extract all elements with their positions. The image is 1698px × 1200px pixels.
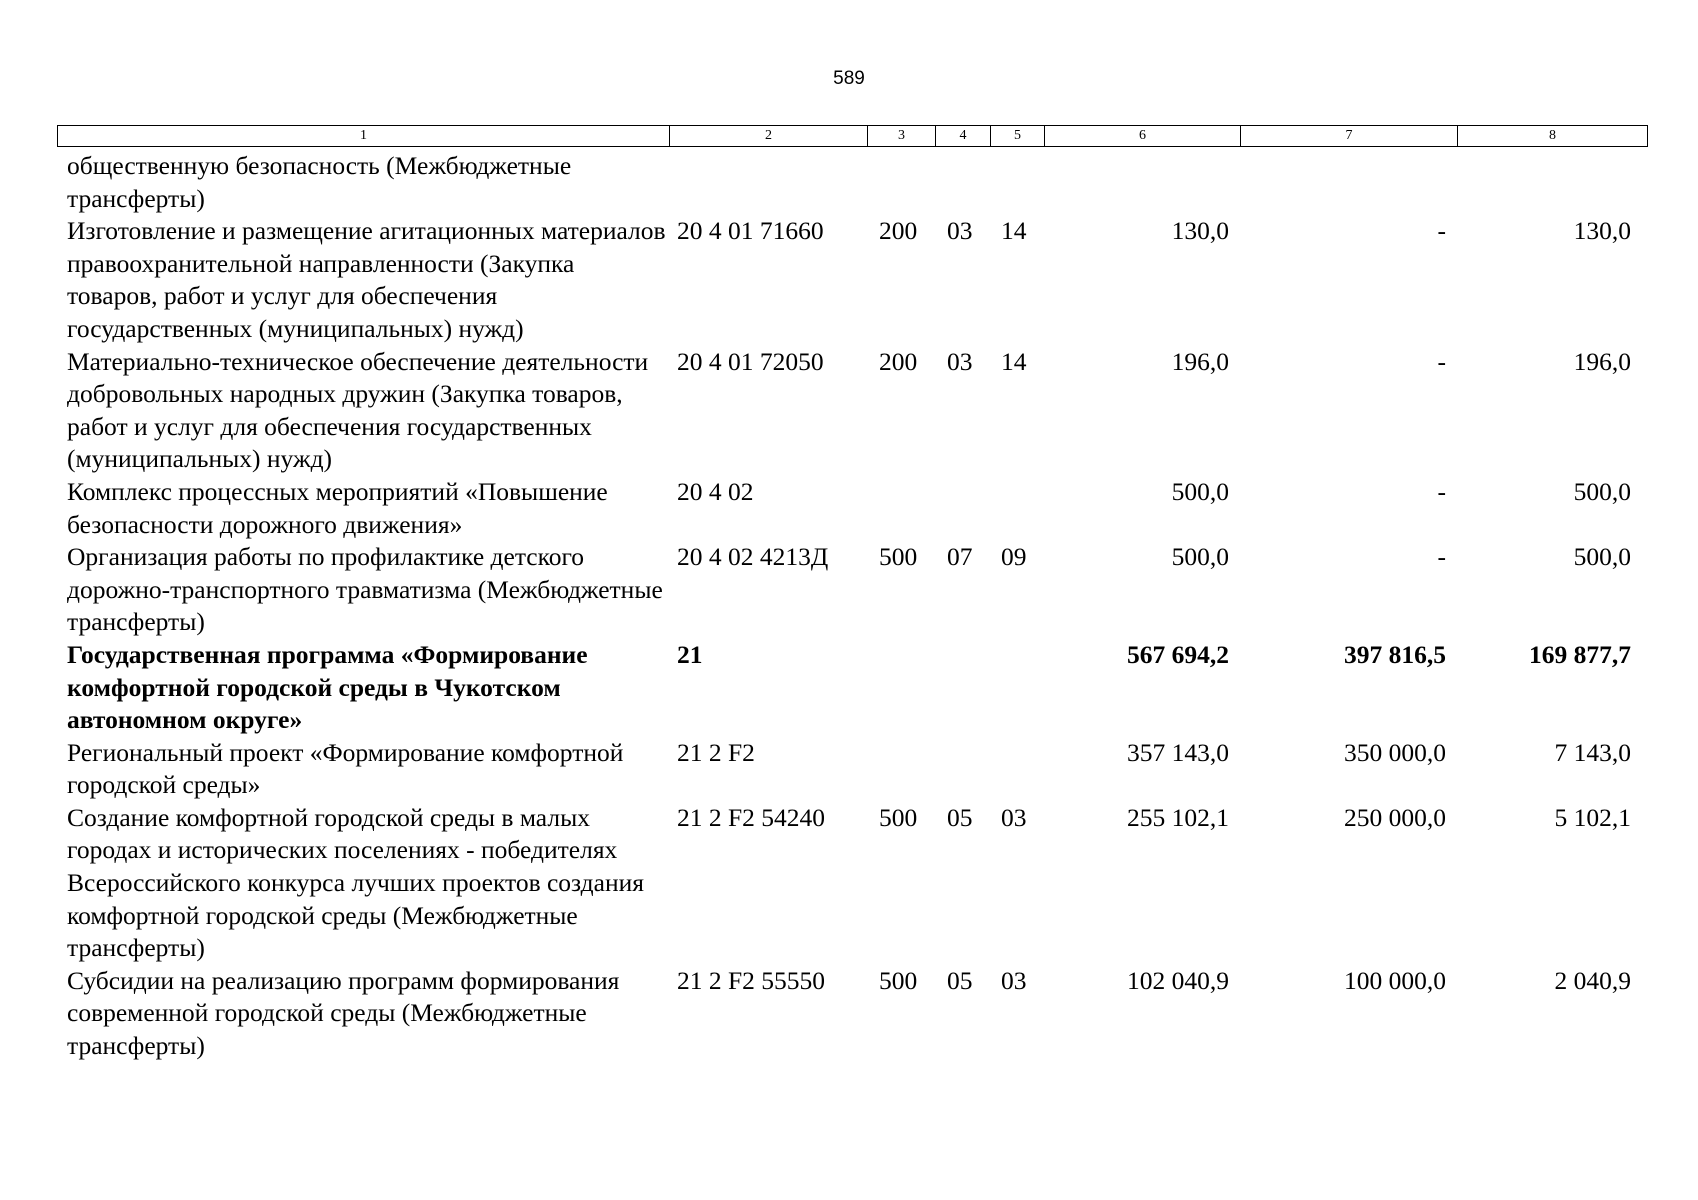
row-col-4 <box>935 639 990 737</box>
row-value-7: - <box>1437 216 1446 246</box>
row-value-6: 196,0 <box>1171 346 1229 376</box>
row-name: Материально-техническое обеспечение деятельности добровольных народных дружин (Закупка товаров, работ и услуг для обеспечения государственных (муниципальных) нужд) <box>67 346 649 474</box>
row-code: 20 4 01 72050 <box>677 346 824 376</box>
table-row-program-total <box>57 639 1647 737</box>
table-row <box>57 476 1647 541</box>
row-col-5 <box>990 639 1044 737</box>
row-col-4 <box>935 150 990 215</box>
row-value-8: 500,0 <box>1573 542 1631 572</box>
row-code: 21 <box>677 639 703 669</box>
table-row <box>57 346 1647 476</box>
header-col-4: 4 <box>936 126 991 147</box>
table-row <box>57 802 1647 965</box>
row-value-7: 397 816,5 <box>1344 639 1446 669</box>
row-col-4: 03 <box>947 346 973 376</box>
row-value-8: 500,0 <box>1573 476 1631 506</box>
column-number-header <box>57 125 1648 147</box>
row-name: Изготовление и размещение агитационных материалов правоохранительной направленности (Закупка товаров, работ и услуг для обеспечения государственных (муниципальных) нужд) <box>67 216 666 343</box>
header-col-2: 2 <box>670 126 868 147</box>
page-number: 589 <box>833 68 865 89</box>
table-row <box>57 541 1647 639</box>
row-col-5 <box>990 737 1044 802</box>
row-col-3 <box>867 737 935 802</box>
header-col-7: 7 <box>1241 126 1458 147</box>
budget-table-body <box>57 150 1647 1063</box>
row-value-7: - <box>1437 542 1446 572</box>
row-value-7 <box>1240 150 1457 215</box>
row-code: 20 4 02 4213Д <box>677 542 829 572</box>
row-value-6: 357 143,0 <box>1127 737 1229 767</box>
row-value-7: 350 000,0 <box>1344 737 1446 767</box>
row-col-5 <box>990 476 1044 541</box>
row-col-4: 03 <box>947 216 973 246</box>
row-name: Создание комфортной городской среды в малых городах и исторических поселениях - победителях Всероссийского конкурса лучших проектов создания комфортной городской среды (Межбюджетные трансферты) <box>67 802 644 963</box>
row-col-5: 03 <box>1001 965 1027 995</box>
row-col-3 <box>867 639 935 737</box>
row-value-6: 567 694,2 <box>1127 639 1229 669</box>
row-value-6: 500,0 <box>1171 542 1229 572</box>
row-value-8: 5 102,1 <box>1554 802 1631 832</box>
row-col-5: 14 <box>1001 216 1027 246</box>
table-row <box>57 737 1647 802</box>
row-code: 21 2 F2 55550 <box>677 965 826 995</box>
row-value-6: 102 040,9 <box>1127 965 1229 995</box>
row-name: Региональный проект «Формирование комфортной городской среды» <box>67 737 624 800</box>
header-col-1: 1 <box>58 126 670 147</box>
row-name: Государственная программа «Формирование комфортной городской среды в Чукотском автономном округе» <box>67 639 588 735</box>
row-col-4 <box>935 476 990 541</box>
row-name: Комплекс процессных мероприятий «Повышение безопасности дорожного движения» <box>67 476 608 539</box>
row-col-5 <box>990 150 1044 215</box>
row-code: 20 4 02 <box>677 476 754 506</box>
header-col-5: 5 <box>991 126 1045 147</box>
row-code: 21 2 F2 <box>677 737 755 767</box>
header-col-6: 6 <box>1045 126 1241 147</box>
row-name: общественную безопасность (Межбюджетные трансферты) <box>67 151 572 213</box>
table-row <box>57 215 1647 345</box>
row-value-8: 196,0 <box>1573 346 1631 376</box>
row-col-3: 500 <box>879 965 918 995</box>
row-value-6: 130,0 <box>1171 216 1229 246</box>
row-col-5: 14 <box>1001 346 1027 376</box>
row-col-4 <box>935 737 990 802</box>
row-col-4: 07 <box>947 542 973 572</box>
table-row <box>57 965 1647 1063</box>
row-value-8: 7 143,0 <box>1554 737 1631 767</box>
row-value-7: - <box>1437 346 1446 376</box>
row-code: 21 2 F2 54240 <box>677 802 826 832</box>
row-col-3: 200 <box>879 346 918 376</box>
row-col-3 <box>867 150 935 215</box>
row-col-3: 500 <box>879 802 918 832</box>
table-row <box>57 150 1647 215</box>
row-col-3: 500 <box>879 542 918 572</box>
row-name: Субсидии на реализацию программ формирования современной городской среды (Межбюджетные трансферты) <box>67 965 620 1061</box>
row-value-7: - <box>1437 476 1446 506</box>
row-value-8 <box>1457 150 1641 215</box>
row-col-5: 09 <box>1001 542 1027 572</box>
row-col-5: 03 <box>1001 802 1027 832</box>
row-value-6: 500,0 <box>1171 476 1229 506</box>
row-value-8: 2 040,9 <box>1554 965 1631 995</box>
row-value-7: 250 000,0 <box>1344 802 1446 832</box>
row-col-3: 200 <box>879 216 918 246</box>
row-value-6: 255 102,1 <box>1127 802 1229 832</box>
row-col-4: 05 <box>947 802 973 832</box>
row-col-4: 05 <box>947 965 973 995</box>
row-col-3 <box>867 476 935 541</box>
row-value-7: 100 000,0 <box>1344 965 1446 995</box>
row-code <box>669 150 867 215</box>
row-value-8: 130,0 <box>1573 216 1631 246</box>
header-col-3: 3 <box>868 126 936 147</box>
row-value-6 <box>1044 150 1240 215</box>
header-col-8: 8 <box>1458 126 1648 147</box>
row-name: Организация работы по профилактике детского дорожно-транспортного травматизма (Межбюджетные трансферты) <box>67 542 663 637</box>
row-value-8: 169 877,7 <box>1529 639 1631 669</box>
row-code: 20 4 01 71660 <box>677 216 824 246</box>
